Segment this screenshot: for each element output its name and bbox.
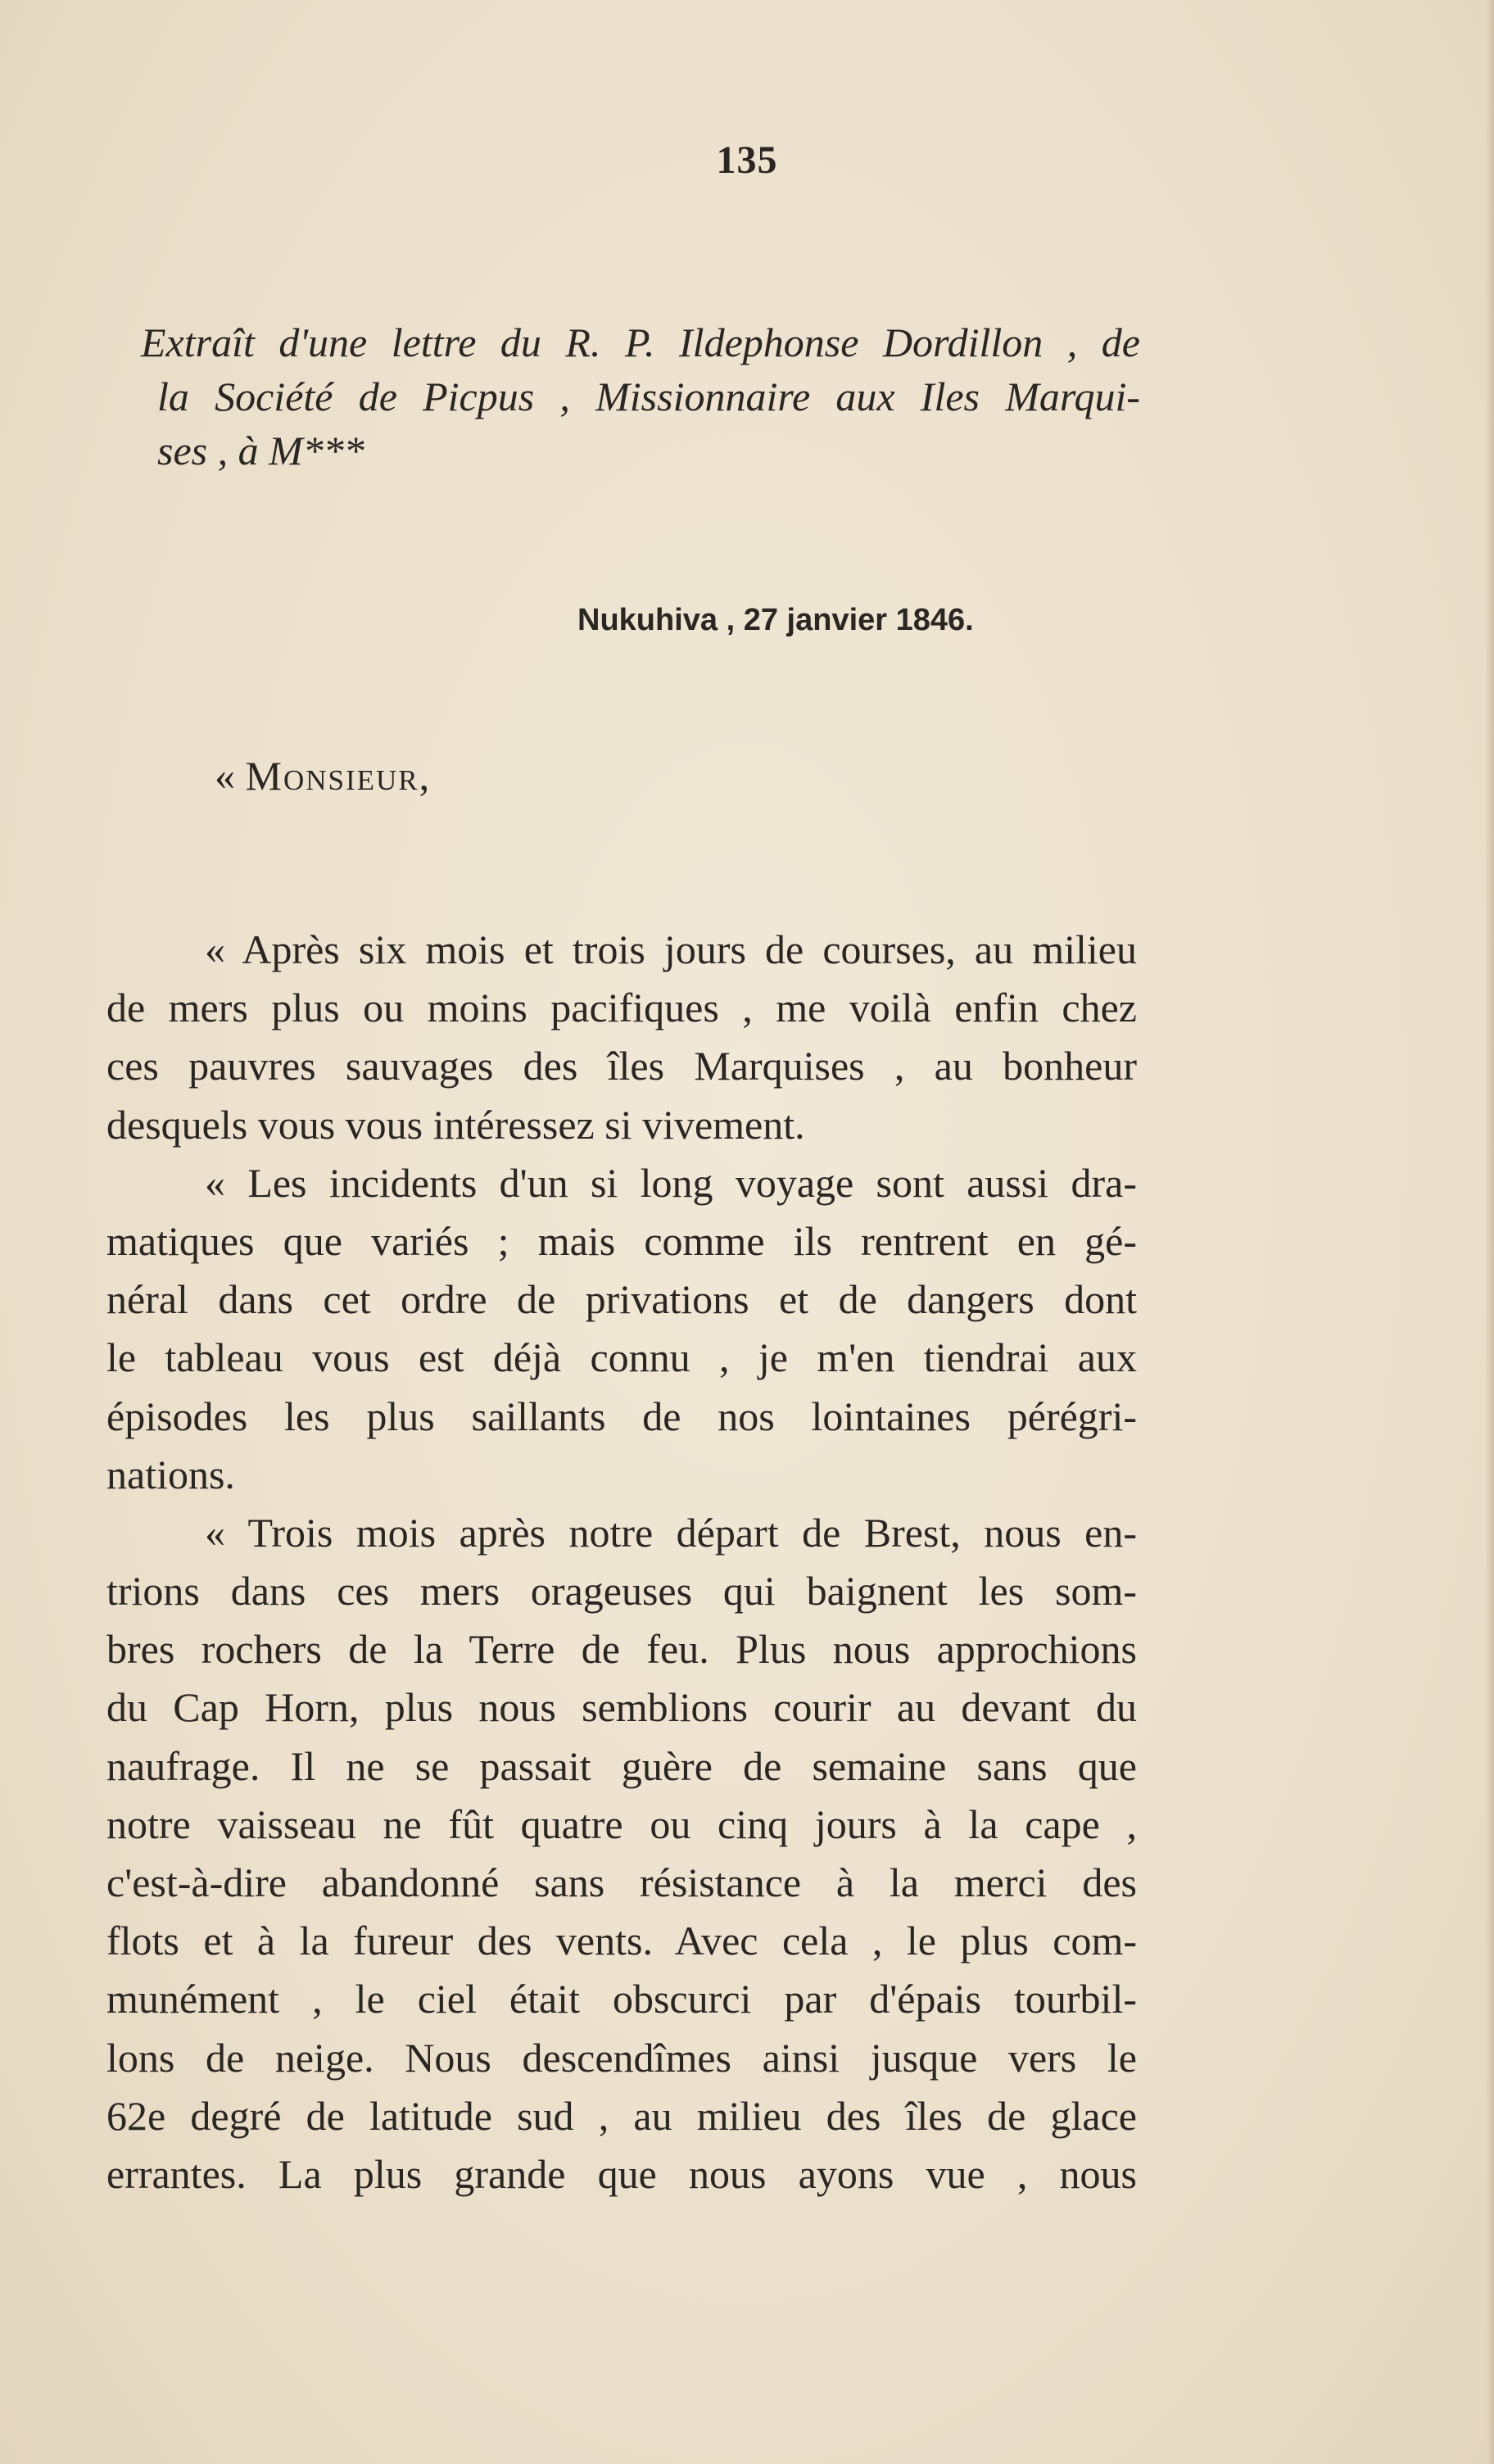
body-line: notre vaisseau ne fût quatre ou cinq jours à la cape , [106, 1800, 1137, 1847]
body-line: naufrage. Il ne se passait guère de semaine sans que [106, 1742, 1137, 1789]
body-line: néral dans cet ordre de privations et de dangers dont [106, 1276, 1137, 1323]
salutation [215, 752, 431, 799]
letter-heading [141, 315, 1140, 478]
page-number: 135 [716, 138, 778, 182]
heading-line-2: la Société de Picpus , Missionnaire aux Iles Marqui- [157, 374, 1140, 419]
letter-body [106, 921, 1137, 2204]
body-line: de mers plus ou moins pacifiques , me voilà enfin chez [106, 985, 1137, 1031]
body-line: c'est-à-dire abandonné sans résistance à la merci des [106, 1859, 1137, 1905]
body-line: ces pauvres sauvages des îles Marquises , au bonheur [106, 1043, 1137, 1089]
body-line: flots et à la fureur des vents. Avec cela , le plus com- [106, 1918, 1137, 1964]
body-line: 62e degré de latitude sud , au milieu des îles de glace [106, 2092, 1137, 2139]
body-line: « Après six mois et trois jours de courses, au milieu [205, 926, 1137, 972]
body-line: épisodes les plus saillants de nos lointaines pérégri- [106, 1393, 1137, 1439]
body-line: errantes. La plus grande que nous ayons vue , nous [106, 2150, 1137, 2197]
dateline: Nukuhiva , 27 janvier 1846. [577, 603, 974, 637]
body-line: bres rochers de la Terre de feu. Plus nous approchions [106, 1626, 1137, 1673]
heading-line-3: ses , à M*** [157, 428, 364, 473]
body-line: trions dans ces mers orageuses qui baignent les som- [106, 1568, 1137, 1615]
page-edge-shadow [1486, 0, 1494, 2464]
body-line: desquels vous vous intéressez si vivement. [106, 1101, 805, 1148]
body-line: « Les incidents d'un si long voyage sont aussi dra- [205, 1159, 1137, 1206]
salutation-quote-mark: « [215, 753, 235, 799]
body-line: nations. [106, 1451, 235, 1497]
body-line: du Cap Horn, plus nous semblions courir au devant du [106, 1684, 1137, 1731]
body-line: le tableau vous est déjà connu , je m'en tiendrai aux [106, 1334, 1137, 1381]
body-line: munément , le ciel était obscurci par d'épais tourbil- [106, 1976, 1137, 2022]
body-line: « Trois mois après notre départ de Brest, nous en- [205, 1509, 1137, 1556]
body-line: matiques que variés ; mais comme ils rentrent en gé- [106, 1217, 1137, 1264]
salutation-text: Monsieur, [245, 753, 432, 799]
heading-line-1: Extraît d'une lettre du R. P. Ildephonse Dordillon , de [141, 319, 1140, 365]
body-line: lons de neige. Nous descendîmes ainsi jusque vers le [106, 2034, 1137, 2081]
